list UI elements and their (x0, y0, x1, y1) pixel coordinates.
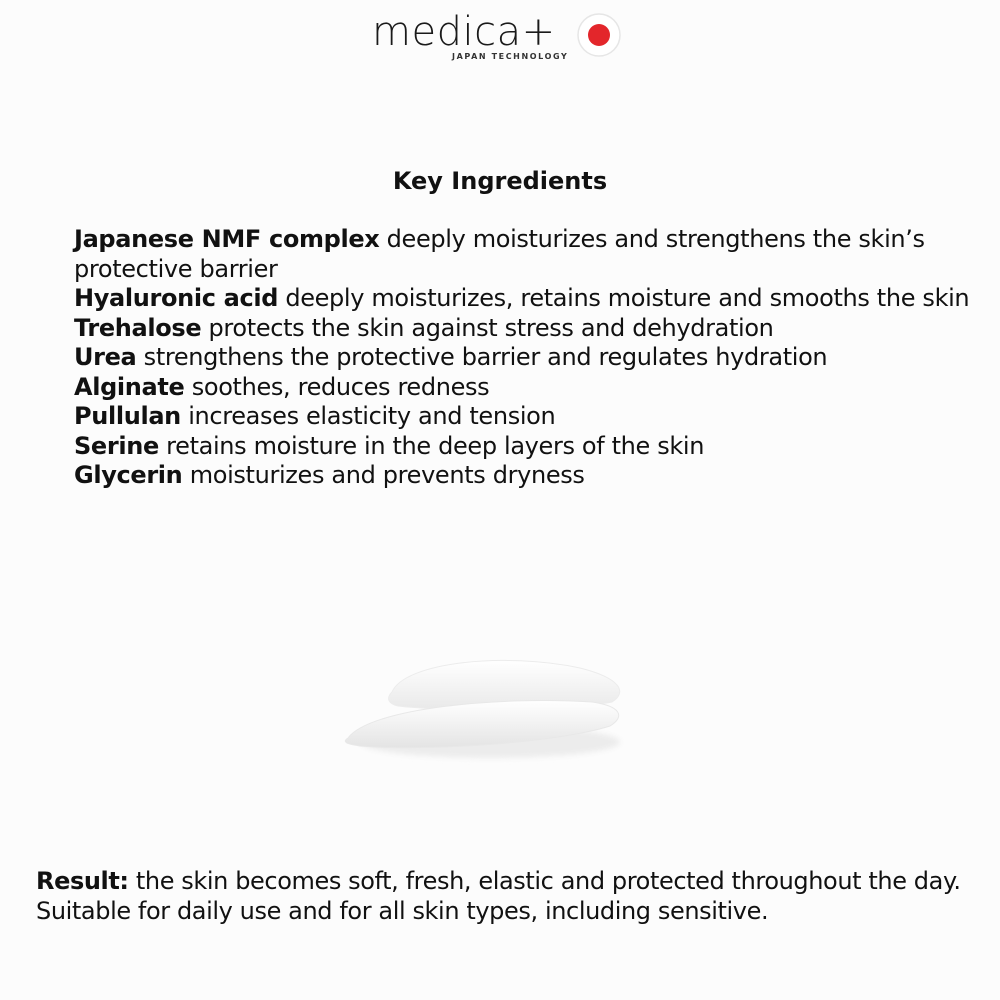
section-title: Key Ingredients (392, 167, 608, 195)
ingredient-name: Urea (74, 343, 137, 371)
ingredient-item (74, 343, 974, 373)
ingredient-item (74, 461, 974, 491)
result-text (36, 866, 976, 926)
ingredient-item (74, 373, 974, 403)
ingredient-description: moisturizes and prevents dryness (182, 461, 585, 489)
ingredient-item (74, 402, 974, 432)
ingredient-description: deeply moisturizes and strengthens the skin’s protective barrier (74, 225, 925, 283)
ingredient-description: increases elasticity and tension (180, 402, 556, 430)
ingredient-description: deeply moisturizes, retains moisture and smooths the skin (278, 284, 970, 312)
ingredient-item (74, 225, 974, 284)
ingredient-description: retains moisture in the deep layers of the skin (158, 431, 705, 460)
ingredient-description: soothes, reduces redness (184, 372, 490, 401)
brand-tagline: JAPAN TECHNOLOGY (452, 52, 569, 61)
japan-flag-icon (576, 12, 622, 58)
brand-logo (372, 10, 632, 66)
ingredient-name: Japanese NMF complex (74, 225, 380, 253)
ingredient-item (74, 314, 974, 344)
ingredient-description: protects the skin against stress and dehydration (201, 313, 774, 342)
result-description: the skin becomes soft, fresh, elastic and protected throughout the day. (128, 867, 961, 895)
ingredient-name: Hyaluronic acid (74, 284, 279, 312)
ingredient-name: Serine (74, 431, 159, 460)
brand-wordmark: medica+ (372, 9, 556, 55)
suitability-line: Suitable for daily use and for all skin types, including sensitive. (36, 897, 769, 925)
ingredient-description: strengthens the protective barrier and regulates hydration (136, 343, 828, 371)
result-line (36, 866, 976, 896)
result-label: Result: (36, 867, 129, 895)
ingredient-name: Trehalose (74, 313, 202, 342)
ingredient-item (74, 284, 974, 314)
ingredient-list (74, 225, 974, 491)
ingredient-name: Pullulan (74, 402, 181, 430)
ingredient-name: Alginate (74, 372, 185, 401)
ingredient-name: Glycerin (74, 461, 183, 489)
ingredient-item (74, 432, 974, 462)
cream-swatch-image (330, 630, 640, 780)
